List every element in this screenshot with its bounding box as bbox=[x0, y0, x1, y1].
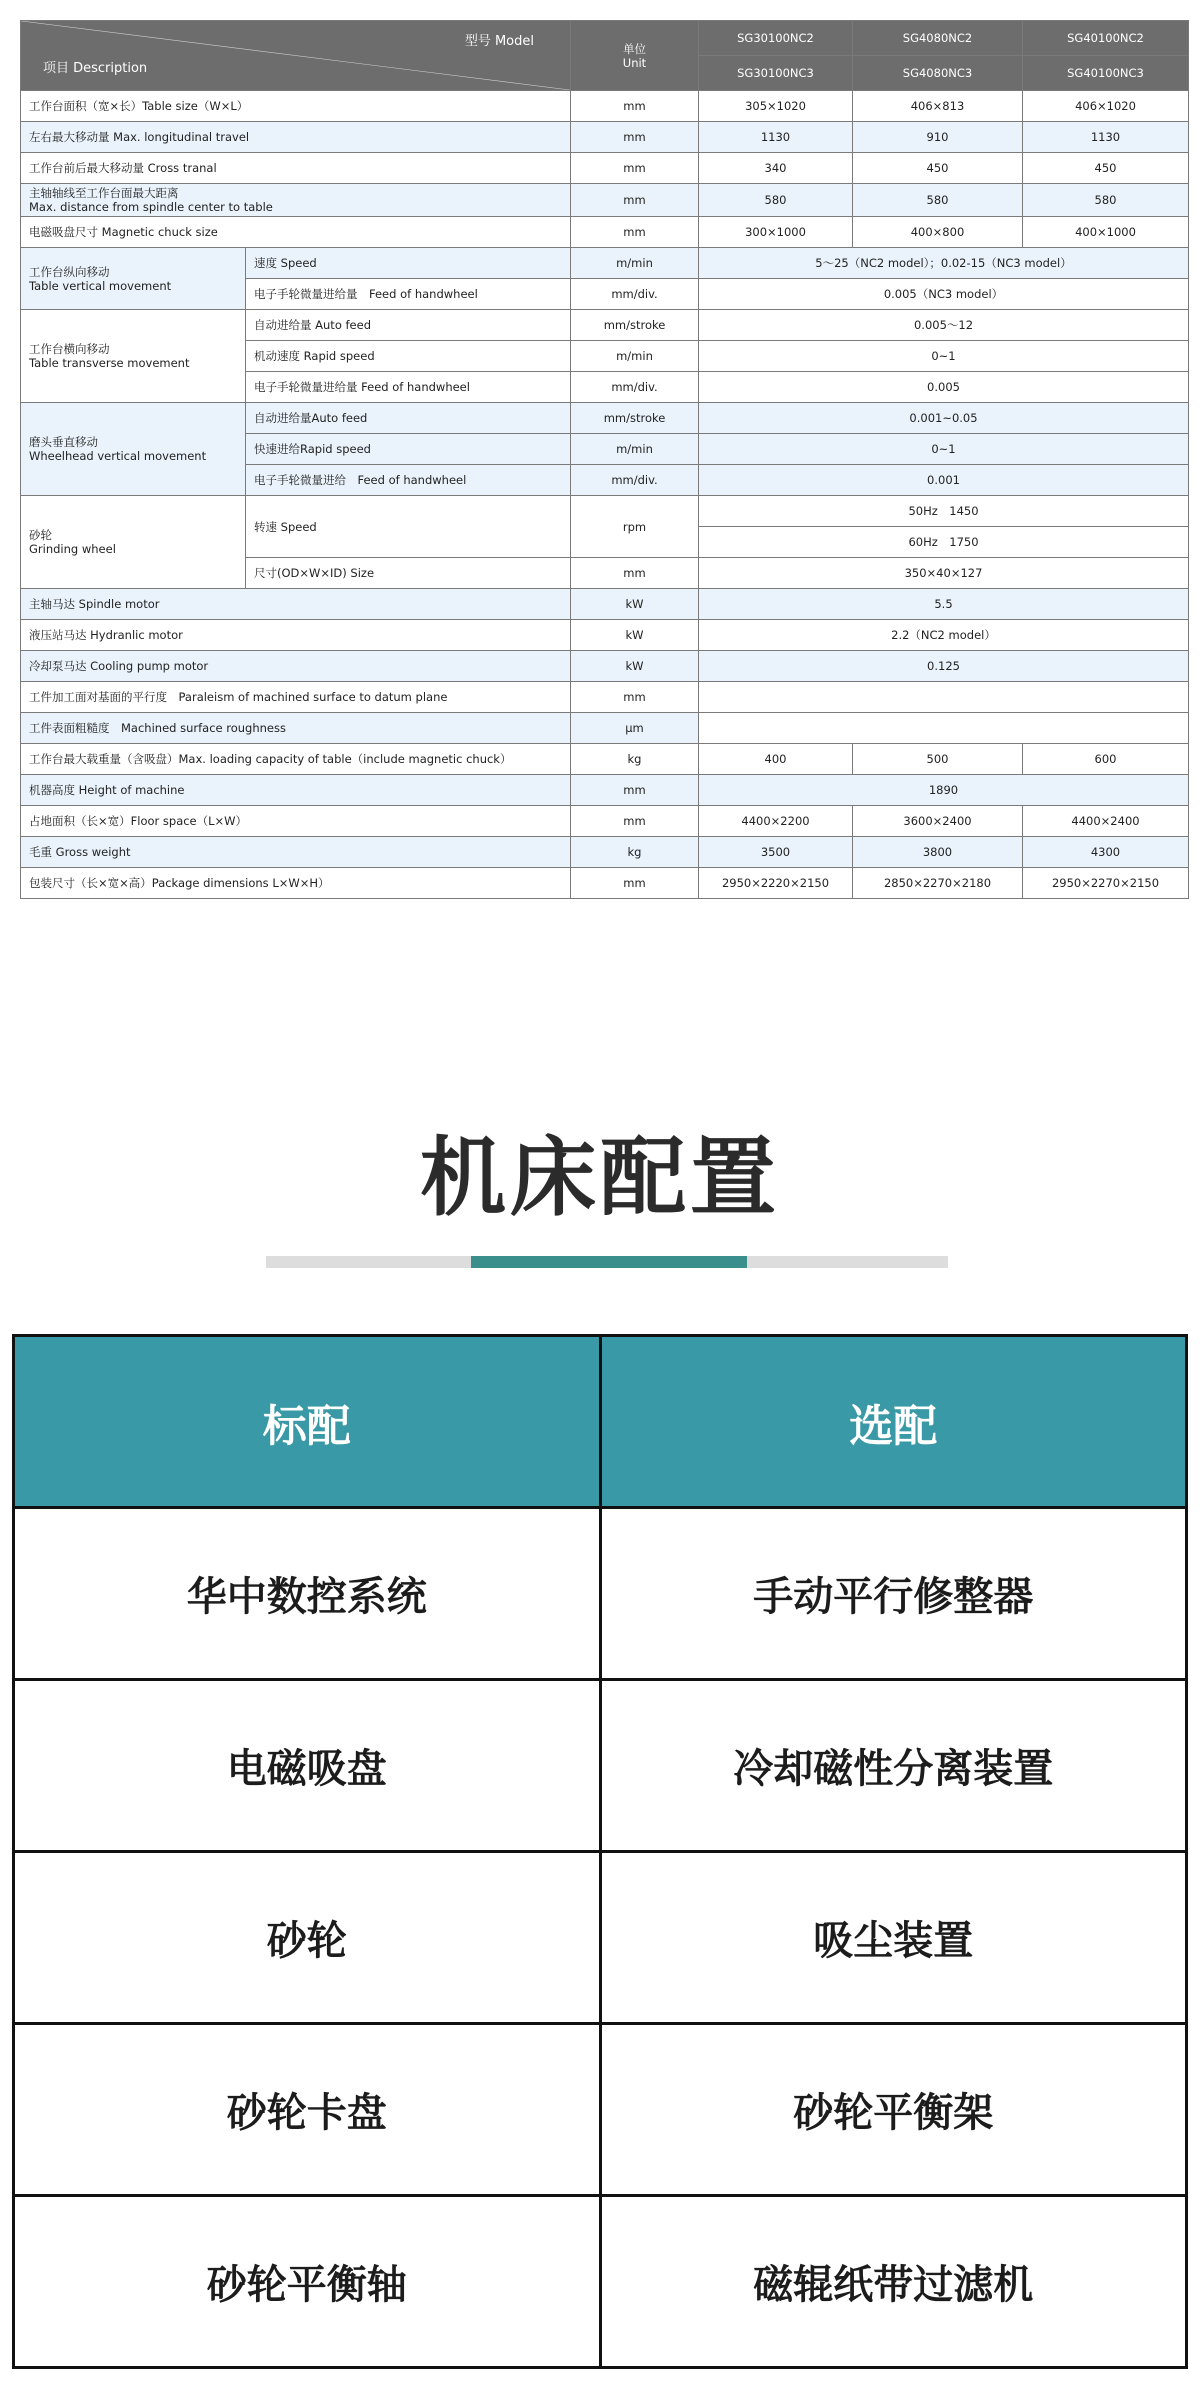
row-label: 主轴马达 Spindle motor bbox=[21, 589, 571, 620]
row-value: 400×800 bbox=[853, 217, 1023, 248]
row-label: 工件加工面对基面的平行度 Paraleism of machined surface to datum plane bbox=[21, 682, 571, 713]
group-label-table-transverse bbox=[21, 310, 246, 403]
row-value: 500 bbox=[853, 744, 1023, 775]
config-standard-item: 砂轮平衡轴 bbox=[14, 2196, 601, 2368]
row-unit: mm/div. bbox=[571, 372, 699, 403]
header-unit-cn: 单位 bbox=[623, 41, 646, 56]
row-label: 转速 Speed bbox=[246, 496, 571, 558]
table-row bbox=[21, 403, 1189, 434]
group-label-wheelhead bbox=[21, 403, 246, 496]
group-label-table-vertical bbox=[21, 248, 246, 310]
row-value: 340 bbox=[699, 153, 853, 184]
row-label: 电子手轮微量进给量 Feed of handwheel bbox=[246, 279, 571, 310]
config-standard-item: 华中数控系统 bbox=[14, 1508, 601, 1680]
row-unit: kW bbox=[571, 651, 699, 682]
row-unit: mm/stroke bbox=[571, 403, 699, 434]
row-value: 910 bbox=[853, 122, 1023, 153]
config-table bbox=[12, 1334, 1188, 2369]
table-row bbox=[14, 1508, 1187, 1680]
table-row bbox=[21, 91, 1189, 122]
row-value: 0.125 bbox=[699, 651, 1189, 682]
row-label: 毛重 Gross weight bbox=[21, 837, 571, 868]
spec-table-section bbox=[20, 20, 1188, 899]
config-header-standard: 标配 bbox=[14, 1336, 601, 1508]
row-label: 工作台面积（宽×长）Table size（W×L） bbox=[21, 91, 571, 122]
config-standard-item: 电磁吸盘 bbox=[14, 1680, 601, 1852]
row-value: 2.2（NC2 model） bbox=[699, 620, 1189, 651]
row-value: 60Hz 1750 bbox=[699, 527, 1189, 558]
row-unit: m/min bbox=[571, 341, 699, 372]
row-unit: kg bbox=[571, 744, 699, 775]
row-label: 速度 Speed bbox=[246, 248, 571, 279]
table-row bbox=[21, 122, 1189, 153]
row-unit: m/min bbox=[571, 248, 699, 279]
table-row bbox=[21, 651, 1189, 682]
table-row bbox=[21, 589, 1189, 620]
config-optional-item: 磁辊纸带过滤机 bbox=[600, 2196, 1187, 2368]
group-label-en: Grinding wheel bbox=[29, 542, 116, 556]
row-label: 电子手轮微量进给 Feed of handwheel bbox=[246, 465, 571, 496]
row-unit: mm bbox=[571, 775, 699, 806]
row-value: 1890 bbox=[699, 775, 1189, 806]
row-unit: mm bbox=[571, 682, 699, 713]
row-unit: mm bbox=[571, 153, 699, 184]
row-value: 3600×2400 bbox=[853, 806, 1023, 837]
row-unit: mm bbox=[571, 217, 699, 248]
row-unit: mm/div. bbox=[571, 465, 699, 496]
header-corner-cell bbox=[21, 21, 571, 91]
row-label-en: Max. distance from spindle center to table bbox=[29, 200, 273, 214]
row-value: 4400×2200 bbox=[699, 806, 853, 837]
table-row bbox=[21, 153, 1189, 184]
row-unit: mm bbox=[571, 868, 699, 899]
table-row bbox=[21, 868, 1189, 899]
row-value: 600 bbox=[1023, 744, 1189, 775]
table-row bbox=[21, 682, 1189, 713]
row-label: 工作台最大载重量（含吸盘）Max. loading capacity of table（include magnetic chuck） bbox=[21, 744, 571, 775]
table-row bbox=[21, 775, 1189, 806]
row-label: 自动进给量 Auto feed bbox=[246, 310, 571, 341]
row-label: 工件表面粗糙度 Machined surface roughness bbox=[21, 713, 571, 744]
table-row bbox=[21, 248, 1189, 279]
header-unit-en: Unit bbox=[622, 55, 647, 70]
row-unit: rpm bbox=[571, 496, 699, 558]
row-value: 580 bbox=[699, 184, 853, 217]
table-row bbox=[21, 184, 1189, 217]
title-divider-accent bbox=[471, 1256, 747, 1268]
row-value: 5～25（NC2 model）；0.02-15（NC3 model） bbox=[699, 248, 1189, 279]
table-row bbox=[21, 837, 1189, 868]
table-row bbox=[14, 1852, 1187, 2024]
header-model-nc2-1: SG30100NC2 bbox=[699, 21, 853, 56]
table-row bbox=[14, 2024, 1187, 2196]
row-value: 0.001~0.05 bbox=[699, 403, 1189, 434]
row-label: 电磁吸盘尺寸 Magnetic chuck size bbox=[21, 217, 571, 248]
row-value: 3500 bbox=[699, 837, 853, 868]
row-label: 冷却泵马达 Cooling pump motor bbox=[21, 651, 571, 682]
row-value: 5.5 bbox=[699, 589, 1189, 620]
table-row bbox=[14, 1680, 1187, 1852]
row-unit: mm bbox=[571, 122, 699, 153]
row-value: 350×40×127 bbox=[699, 558, 1189, 589]
header-model-nc3-3: SG40100NC3 bbox=[1023, 56, 1189, 91]
table-row bbox=[21, 806, 1189, 837]
row-value-empty bbox=[699, 682, 1189, 713]
row-label: 自动进给量Auto feed bbox=[246, 403, 571, 434]
row-unit: m/min bbox=[571, 434, 699, 465]
row-value: 2950×2220×2150 bbox=[699, 868, 853, 899]
group-label-cn: 工作台横向移动 bbox=[29, 342, 110, 356]
header-model-nc2-2: SG4080NC2 bbox=[853, 21, 1023, 56]
group-label-grinding-wheel bbox=[21, 496, 246, 589]
row-label: 机动速度 Rapid speed bbox=[246, 341, 571, 372]
header-model-nc3-2: SG4080NC3 bbox=[853, 56, 1023, 91]
row-value: 0.005～12 bbox=[699, 310, 1189, 341]
table-row bbox=[21, 620, 1189, 651]
config-optional-item: 冷却磁性分离装置 bbox=[600, 1680, 1187, 1852]
row-unit: mm/div. bbox=[571, 279, 699, 310]
header-item-label: 项目 Description bbox=[43, 61, 148, 76]
table-row bbox=[14, 2196, 1187, 2368]
group-label-en: Table transverse movement bbox=[29, 356, 190, 370]
table-row bbox=[21, 744, 1189, 775]
row-value: 400×1000 bbox=[1023, 217, 1189, 248]
table-row bbox=[21, 713, 1189, 744]
config-header-optional: 选配 bbox=[600, 1336, 1187, 1508]
row-value: 450 bbox=[1023, 153, 1189, 184]
config-standard-item: 砂轮 bbox=[14, 1852, 601, 2024]
row-value: 0.001 bbox=[699, 465, 1189, 496]
row-unit: mm bbox=[571, 184, 699, 217]
row-unit: kg bbox=[571, 837, 699, 868]
header-model-label: 型号 Model bbox=[464, 34, 534, 49]
config-standard-item: 砂轮卡盘 bbox=[14, 2024, 601, 2196]
config-header-row bbox=[14, 1336, 1187, 1508]
row-value: 2850×2270×2180 bbox=[853, 868, 1023, 899]
row-unit: mm bbox=[571, 91, 699, 122]
table-row bbox=[21, 310, 1189, 341]
row-label: 包装尺寸（长×宽×高）Package dimensions L×W×H） bbox=[21, 868, 571, 899]
row-value-empty bbox=[699, 713, 1189, 744]
row-label: 左右最大移动量 Max. longitudinal travel bbox=[21, 122, 571, 153]
row-unit: kW bbox=[571, 589, 699, 620]
row-label: 快速进给Rapid speed bbox=[246, 434, 571, 465]
config-section-title: 机床配置 bbox=[420, 1128, 780, 1228]
group-label-cn: 工作台纵向移动 bbox=[29, 264, 110, 279]
row-unit: kW bbox=[571, 620, 699, 651]
row-value: 406×1020 bbox=[1023, 91, 1189, 122]
row-label: 尺寸(OD×W×ID) Size bbox=[246, 558, 571, 589]
row-value: 0~1 bbox=[699, 341, 1189, 372]
row-label: 机器高度 Height of machine bbox=[21, 775, 571, 806]
row-unit: mm bbox=[571, 558, 699, 589]
row-value: 50Hz 1450 bbox=[699, 496, 1189, 527]
row-value: 580 bbox=[853, 184, 1023, 217]
row-value: 450 bbox=[853, 153, 1023, 184]
row-label bbox=[21, 184, 571, 217]
row-unit: mm bbox=[571, 806, 699, 837]
title-divider bbox=[266, 1256, 948, 1268]
row-value: 4400×2400 bbox=[1023, 806, 1189, 837]
row-value: 2950×2270×2150 bbox=[1023, 868, 1189, 899]
row-value: 400 bbox=[699, 744, 853, 775]
table-row bbox=[21, 217, 1189, 248]
row-value: 305×1020 bbox=[699, 91, 853, 122]
row-unit: mm/stroke bbox=[571, 310, 699, 341]
config-optional-item: 手动平行修整器 bbox=[600, 1508, 1187, 1680]
config-optional-item: 吸尘装置 bbox=[600, 1852, 1187, 2024]
row-value: 300×1000 bbox=[699, 217, 853, 248]
row-value: 0~1 bbox=[699, 434, 1189, 465]
row-value: 580 bbox=[1023, 184, 1189, 217]
row-label: 电子手轮微量进给量 Feed of handwheel bbox=[246, 372, 571, 403]
config-optional-item: 砂轮平衡架 bbox=[600, 2024, 1187, 2196]
row-unit: μm bbox=[571, 713, 699, 744]
row-value: 3800 bbox=[853, 837, 1023, 868]
group-label-en: Table vertical movement bbox=[29, 278, 172, 293]
table-row bbox=[21, 496, 1189, 527]
row-value: 406×813 bbox=[853, 91, 1023, 122]
row-value: 0.005 bbox=[699, 372, 1189, 403]
row-value: 1130 bbox=[699, 122, 853, 153]
config-table-section bbox=[12, 1334, 1188, 2369]
row-value: 1130 bbox=[1023, 122, 1189, 153]
header-diagonal-line bbox=[21, 21, 570, 90]
row-label-cn: 主轴轴线至工作台面最大距离 bbox=[29, 186, 179, 200]
row-value: 0.005（NC3 model） bbox=[699, 279, 1189, 310]
spec-table bbox=[20, 20, 1189, 899]
header-model-nc2-3: SG40100NC2 bbox=[1023, 21, 1189, 56]
header-model-nc3-1: SG30100NC3 bbox=[699, 56, 853, 91]
header-unit-cell bbox=[571, 21, 699, 91]
group-label-cn: 砂轮 bbox=[29, 528, 52, 542]
group-label-en: Wheelhead vertical movement bbox=[29, 449, 207, 463]
group-label-cn: 磨头垂直移动 bbox=[29, 435, 98, 449]
row-label: 占地面积（长×宽）Floor space（L×W） bbox=[21, 806, 571, 837]
row-label: 工作台前后最大移动量 Cross tranal bbox=[21, 153, 571, 184]
row-value: 4300 bbox=[1023, 837, 1189, 868]
row-label: 液压站马达 Hydranlic motor bbox=[21, 620, 571, 651]
